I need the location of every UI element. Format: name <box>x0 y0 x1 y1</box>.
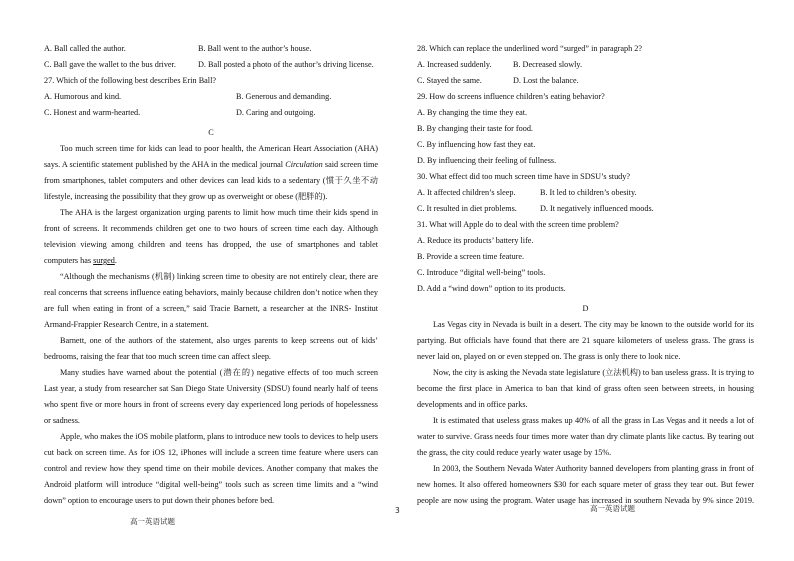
q27-option-a: A. Humorous and kind. <box>44 92 122 101</box>
q30-option-c: C. It resulted in diet problems. <box>417 204 517 213</box>
q30-question: 30. What effect did too much screen time have in SDSU’s study? <box>417 172 630 181</box>
passage-d-line: Now, the city is asking the Nevada state legislature (立法机构) to ban useless grass. It is trying to <box>433 368 754 377</box>
passage-c-line <box>44 157 378 173</box>
q28-option-b: B. Decreased slowly. <box>513 60 583 69</box>
q30-options-row-2 <box>417 201 754 217</box>
footer-label-right: 高一英语试题 <box>590 504 635 513</box>
q28-options-row-2 <box>417 73 754 89</box>
q26-options-row-2 <box>44 57 378 73</box>
passage-c-line: cut back on screen time. As for iOS 12, iPhones will include a screen time feature where users can <box>44 448 378 457</box>
q26-option-a: A. Ball called the author. <box>44 44 126 53</box>
passage-d-line: It is estimated that useless grass makes up 40% of all the grass in Las Vegas and it needs a lot of <box>433 416 754 425</box>
q28-options-row-1 <box>417 57 754 73</box>
passage-d-line: developments and in office parks. <box>417 400 528 409</box>
passage-c-line: Apple, who makes the iOS mobile platform, plans to introduce new tools to devices to help users <box>60 432 378 441</box>
passage-c-line: control and review how they spend time on their mobile devices. Another company that makes the <box>44 464 378 473</box>
q31-option-d: D. Add a “wind down” option to its products. <box>417 284 566 293</box>
passage-c-line: Many studies have warned about the potential (潜在的) negative effects of too much screen <box>60 368 378 377</box>
passage-d-line: the grass, the city could reduce yearly water usage by 15%. <box>417 448 612 457</box>
q29-option-c: C. By influencing how fast they eat. <box>417 140 536 149</box>
q27-options-row-1 <box>44 89 378 105</box>
q27-option-b: B. Generous and demanding. <box>236 92 332 101</box>
passage-c-line: Last year, a study from researcher sat San Diego State University (SDSU) found nearly half of teens <box>44 384 378 393</box>
passage-c-text: says. A scientific statement published by the AHA in the medical journal <box>44 160 284 169</box>
passage-c-line: Armand-Frappier Research Centre, in a statement. <box>44 320 209 329</box>
passage-d-line: people are now using the program. Water usage has increased in southern Nevada by 9% since 2019. <box>417 496 754 505</box>
q29-option-b: B. By changing their taste for food. <box>417 124 533 133</box>
passage-c-line: television viewing among children and teens has dropped, the use of smartphones and tablet <box>44 240 378 249</box>
q26-options-row-1 <box>44 41 378 57</box>
passage-c-text: . <box>114 256 117 265</box>
q28-option-a: A. Increased suddenly. <box>417 60 492 69</box>
passage-c-line: who spent five or more hours in front of screens every day experienced long periods of hopelessness <box>44 400 378 409</box>
passage-d-line: water to survive. Grass needs four times more water than dry climate plants like cactus. By tearing out <box>417 432 754 441</box>
q27-option-c: C. Honest and warm-hearted. <box>44 108 141 117</box>
q31-option-b: B. Provide a screen time feature. <box>417 252 525 261</box>
q31-option-a: A. Reduce its products’ battery life. <box>417 236 534 245</box>
q30-option-a: A. It affected children’s sleep. <box>417 188 516 197</box>
passage-c-line: bedrooms, raising the fear that too much screen time can affect sleep. <box>44 352 271 361</box>
passage-c-line: lifestyle, increasing the possibility that they grow up as overweight or obese (肥胖的). <box>44 192 328 201</box>
q27-option-d: D. Caring and outgoing. <box>236 108 316 117</box>
page-number: 3 <box>395 506 400 515</box>
right-column <box>417 0 754 509</box>
passage-c-text: computers has <box>44 256 94 265</box>
q30-option-d: D. It negatively influenced moods. <box>540 204 654 213</box>
passage-c-line: are full when eating in front of a screen,” said Tracie Barnett, a researcher at the INRS- Institut <box>44 304 378 313</box>
q30-options-row-1 <box>417 185 754 201</box>
q30-option-b: B. It led to children’s obesity. <box>540 188 637 197</box>
q27-question: 27. Which of the following best describes Erin Ball? <box>44 76 216 85</box>
q31-option-c: C. Introduce “digital well-being” tools. <box>417 268 546 277</box>
passage-c-line: “Although the mechanisms (机制) linking screen time to obesity are not entirely clear, there are <box>60 272 378 281</box>
passage-c-line: down” option to encourage users to put down their phones before bed. <box>44 496 275 505</box>
q28-question: 28. Which can replace the underlined word “surged” in paragraph 2? <box>417 44 642 53</box>
left-column <box>44 0 378 509</box>
passage-c-text: said screen time <box>322 160 378 169</box>
passage-d-line: Las Vegas city in Nevada is built in a desert. The city may be known to the outside world for its <box>433 320 754 329</box>
q28-option-d: D. Lost the balance. <box>513 76 579 85</box>
passage-d-line: new homes. It also offered homeowners $30 for each square meter of grass they tear out. But fewer <box>417 480 754 489</box>
passage-c-line: from smartphones, tablet computers and other devices can lead kids to a sedentary (惯于久坐不动 <box>44 176 378 185</box>
passage-c-line: The AHA is the largest organization urging parents to limit how much time their kids spend in <box>60 208 378 217</box>
passage-c-line: Too much screen time for kids can lead to poor health, the American Heart Association (AHA) <box>60 144 378 153</box>
passage-d-line: partying. But officials have found that there are 21 square kilometers of useless grass. The grass is <box>417 336 754 345</box>
q29-option-a: A. By changing the time they eat. <box>417 108 528 117</box>
q28-option-c: C. Stayed the same. <box>417 76 482 85</box>
q31-question: 31. What will Apple do to deal with the screen time problem? <box>417 220 619 229</box>
passage-c-line: front of screens. It recommends children get one to two hours of screen time each day. Although <box>44 224 378 233</box>
q29-question: 29. How do screens influence children’s eating behavior? <box>417 92 605 101</box>
q26-option-c: C. Ball gave the wallet to the bus driver. <box>44 60 176 69</box>
passage-d-line: never laid on, played on or even stepped on. The grass is only there to look nice. <box>417 352 681 361</box>
passage-c-line <box>44 253 378 269</box>
section-d-heading: D <box>582 304 589 313</box>
q26-option-d: D. Ball posted a photo of the author’s driving license. <box>198 60 374 69</box>
section-c-heading: C <box>208 128 214 137</box>
footer-label-left: 高一英语试题 <box>130 517 175 526</box>
passage-c-line: real concerns that screens influence eating behaviors, mainly because children don’t notice when they <box>44 288 378 297</box>
passage-c-line: Android platform will introduce “digital well-being” tools such as screen time limits and a “wind <box>44 480 378 489</box>
passage-d-line: become the first place in America to ban that kind of grass often seen between streets, in housing <box>417 384 754 393</box>
q26-option-b: B. Ball went to the author’s house. <box>198 44 312 53</box>
q29-option-d: D. By influencing their feeling of fullness. <box>417 156 557 165</box>
passage-c-line: or sadness. <box>44 416 80 425</box>
underlined-word: surged <box>93 256 115 265</box>
passage-d-line: In 2003, the Southern Nevada Water Authority banned developers from planting grass in front of <box>433 464 754 473</box>
journal-name: Circulation <box>285 160 323 169</box>
passage-c-line: Barnett, one of the authors of the statement, also urges parents to keep screens out of kids’ <box>60 336 378 345</box>
q27-options-row-2 <box>44 105 378 121</box>
